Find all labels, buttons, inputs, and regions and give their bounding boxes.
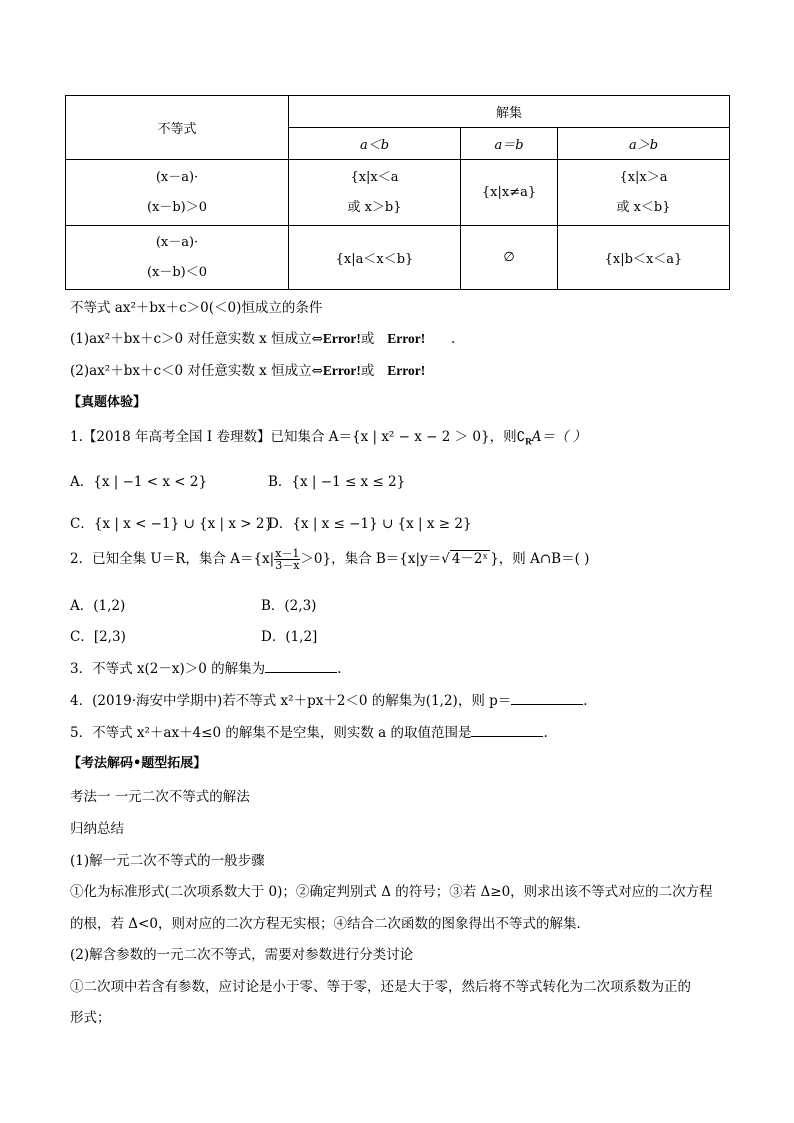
q2-option-d: D．(1,2] — [261, 629, 318, 645]
row1-inequality: (x－a)· (x－b)＞0 — [66, 160, 289, 226]
header-a-less-b: a＜b — [289, 128, 461, 160]
condition-line-1: (1)ax²＋bx＋c＞0 对任意实数 x 恒成立⇔Error!或 Error! . — [70, 331, 456, 347]
section-heading-real-exam: 【真题体验】 — [68, 395, 147, 410]
question-4: 4．(2019·海安中学期中)若不等式 x²＋px＋2＜0 的解集为(1,2)，则 p＝ . — [70, 693, 588, 709]
header-solution-set: 解集 — [289, 96, 730, 128]
question-1: 1.【2018 年高考全国 I 卷理数】已知集合 A＝{x | x² − x − 2 ＞ 0}，则$∁_RA=$（ ） — [70, 429, 587, 447]
section-heading-methods: 【考法解码•题型拓展】 — [68, 756, 207, 771]
row2-a-greater-b: {x|b＜x＜a} — [558, 226, 730, 290]
q2-option-a: A．(1,2) — [70, 598, 126, 614]
method-1-title: 考法一 一元二次不等式的解法 — [70, 789, 250, 805]
point-1-line-2: 的根，若 Δ<0，则对应的二次方程无实根；④结合二次函数的图象得出不等式的解集． — [70, 916, 590, 932]
question-2: 2．已知全集 U＝R，集合 A＝{x| $\frac{x-1}{3-x}$ ＞0}，集合 B＝{x|y＝√ 4－2ˣ }，则 A∩B＝( ) — [70, 547, 590, 572]
q2-option-b: B．(2,3) — [261, 598, 317, 614]
row2-inequality: (x－a)· (x－b)＜0 — [66, 226, 289, 290]
header-a-equal-b: a＝b — [461, 128, 558, 160]
summary-heading: 归纳总结 — [70, 821, 124, 837]
q1-option-a: A．{x | −1 < x < 2} — [70, 474, 208, 490]
row1-a-greater-b: {x|x＞a 或 x＜b} — [558, 160, 730, 226]
row1-a-equal-b: {x|x≠a} — [461, 160, 558, 226]
answer-blank[interactable] — [265, 660, 337, 673]
point-2-title: (2)解含参数的一元二次不等式，需要对参数进行分类讨论 — [70, 947, 414, 963]
sqrt-sign: √ — [441, 551, 450, 567]
question-5: 5．不等式 x²＋ax＋4≤0 的解集不是空集，则实数 a 的取值范围是 . — [70, 725, 548, 741]
row2-a-less-b: {x|a＜x＜b} — [289, 226, 461, 290]
point-1-title: (1)解一元二次不等式的一般步骤 — [70, 853, 265, 869]
question-3: 3．不等式 x(2－x)＞0 的解集为 . — [70, 661, 342, 677]
answer-blank[interactable] — [511, 692, 583, 705]
header-a-greater-b: a＞b — [558, 128, 730, 160]
condition-line-2: (2)ax²＋bx＋c＜0 对任意实数 x 恒成立⇔Error!或 Error! — [70, 363, 426, 379]
row1-a-less-b: {x|x＜a 或 x＞b} — [289, 160, 461, 226]
solution-set-table — [65, 95, 730, 290]
fraction: $\frac{x-1}{3-x}$ — [275, 547, 300, 572]
point-2-line-2: 形式； — [70, 1010, 111, 1026]
header-inequality: 不等式 — [66, 96, 289, 160]
q1-option-d: D．{x | x ≤ −1} ∪ {x | x ≥ 2} — [268, 516, 472, 532]
point-2-line-1: ①二次项中若含有参数，应讨论是小于零、等于零，还是大于零，然后将不等式转化为二次项系数为正的 — [70, 979, 691, 995]
answer-blank[interactable] — [471, 724, 543, 737]
q1-option-c: C．{x | x < −1} ∪ {x | x > 2} — [70, 516, 274, 532]
q1-option-b: B．{x | −1 ≤ x ≤ 2} — [268, 474, 406, 490]
condition-title: 不等式 ax²＋bx＋c＞0(＜0)恒成立的条件 — [70, 300, 323, 316]
point-1-line-1: ①化为标准形式(二次项系数大于 0)；②确定判别式 Δ 的符号；③若 Δ≥0，则求出该不等式对应的二次方程 — [70, 884, 713, 900]
row2-a-equal-b: ∅ — [461, 226, 558, 290]
q2-option-c: C．[2,3) — [70, 629, 126, 645]
